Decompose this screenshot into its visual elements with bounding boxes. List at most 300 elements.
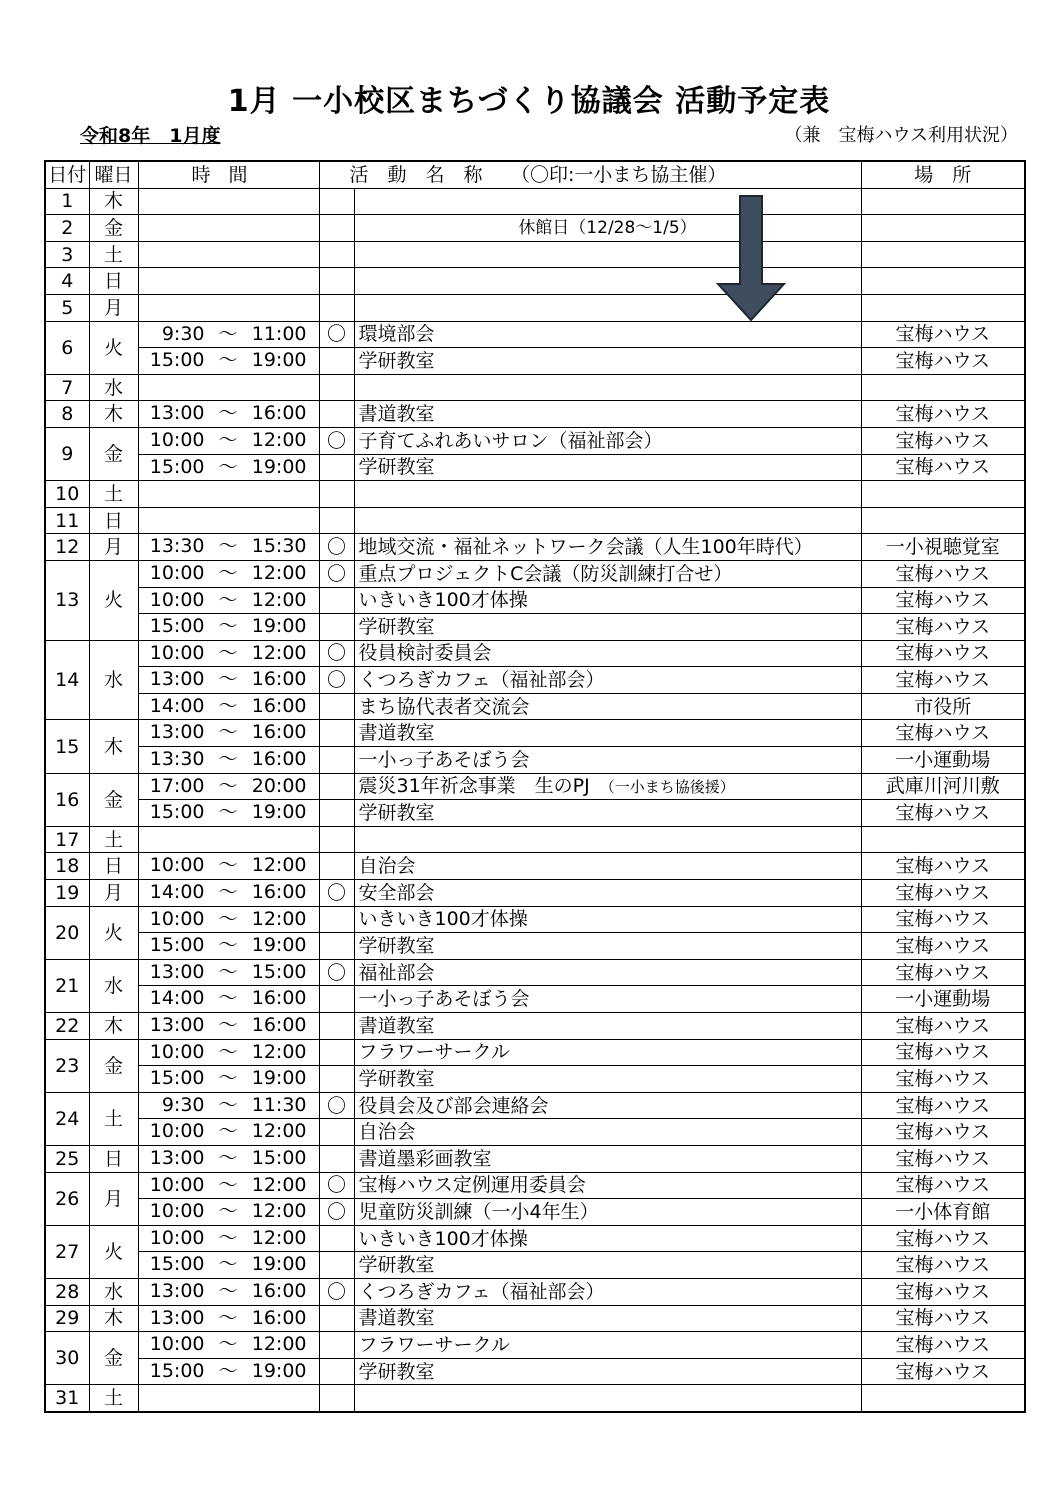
time-end: 16:00 bbox=[251, 694, 307, 717]
day-cell: 3 bbox=[45, 241, 89, 268]
time-separator: ～ bbox=[218, 774, 238, 797]
time-cell bbox=[138, 215, 319, 242]
table-row bbox=[45, 374, 1025, 401]
table-row bbox=[45, 188, 1025, 215]
time-start: 9:30 bbox=[161, 322, 205, 345]
activity-name bbox=[354, 773, 861, 800]
header-day: 日付 bbox=[45, 161, 89, 188]
activity-name-text: 書道教室 bbox=[358, 1307, 435, 1330]
organizer-mark: 〇 bbox=[319, 1092, 354, 1119]
place-cell: 宝梅ハウス bbox=[861, 1092, 1025, 1119]
time-end: 20:00 bbox=[251, 774, 307, 797]
time-end: 12:00 bbox=[251, 907, 307, 930]
table-row bbox=[45, 959, 1025, 986]
header-time: 時間 bbox=[138, 161, 319, 188]
time-start: 15:00 bbox=[149, 801, 205, 824]
organizer-mark bbox=[319, 1013, 354, 1040]
time-cell bbox=[138, 188, 319, 215]
table-row bbox=[45, 1039, 1025, 1066]
table-row bbox=[45, 294, 1025, 321]
page-title: 1月 一小校区まちづくり協議会 活動予定表 bbox=[227, 84, 831, 119]
time-end: 16:00 bbox=[251, 1279, 307, 1302]
time-separator: ～ bbox=[218, 322, 238, 345]
time-cell bbox=[138, 241, 319, 268]
organizer-mark: 〇 bbox=[319, 1278, 354, 1305]
time-separator: ～ bbox=[218, 1173, 238, 1196]
weekday-cell: 月 bbox=[89, 1172, 138, 1225]
place-cell: 宝梅ハウス bbox=[861, 853, 1025, 880]
time-end: 12:00 bbox=[251, 1120, 307, 1143]
header-place: 場 所 bbox=[861, 161, 1025, 188]
day-cell: 9 bbox=[45, 427, 89, 480]
organizer-mark bbox=[319, 268, 354, 295]
time-cell bbox=[138, 374, 319, 401]
time-cell bbox=[138, 454, 319, 481]
time-end: 16:00 bbox=[251, 987, 307, 1010]
table-row bbox=[45, 1305, 1025, 1332]
table-row bbox=[45, 1066, 1025, 1093]
time-cell bbox=[138, 1199, 319, 1226]
time-separator: ～ bbox=[218, 1093, 238, 1116]
table-row bbox=[45, 454, 1025, 481]
weekday-cell: 土 bbox=[89, 241, 138, 268]
time-end: 12:00 bbox=[251, 1173, 307, 1196]
day-cell: 17 bbox=[45, 826, 89, 853]
organizer-mark bbox=[319, 773, 354, 800]
weekday-cell: 火 bbox=[89, 906, 138, 959]
day-cell: 28 bbox=[45, 1278, 89, 1305]
activity-name-text: 自治会 bbox=[358, 855, 416, 878]
day-cell: 19 bbox=[45, 880, 89, 907]
day-cell: 26 bbox=[45, 1172, 89, 1225]
time-end: 19:00 bbox=[251, 615, 307, 638]
activity-name bbox=[354, 454, 861, 481]
weekday-cell: 木 bbox=[89, 188, 138, 215]
time-end: 19:00 bbox=[251, 349, 307, 372]
time-separator: ～ bbox=[218, 561, 238, 584]
place-cell: 宝梅ハウス bbox=[861, 1066, 1025, 1093]
table-row bbox=[45, 747, 1025, 774]
organizer-mark bbox=[319, 933, 354, 960]
organizer-mark: 〇 bbox=[319, 1199, 354, 1226]
time-end: 12:00 bbox=[251, 588, 307, 611]
day-cell: 4 bbox=[45, 268, 89, 295]
time-start: 15:00 bbox=[149, 615, 205, 638]
time-separator: ～ bbox=[218, 1200, 238, 1223]
activity-name bbox=[354, 826, 861, 853]
place-cell: 宝梅ハウス bbox=[861, 1013, 1025, 1040]
table-row bbox=[45, 667, 1025, 694]
time-separator: ～ bbox=[218, 1014, 238, 1036]
time-cell bbox=[138, 481, 319, 508]
time-end: 12:00 bbox=[251, 641, 307, 664]
day-cell: 20 bbox=[45, 906, 89, 959]
arrow-down-icon bbox=[716, 194, 786, 322]
time-cell bbox=[138, 906, 319, 933]
activity-name-text: 福祉部会 bbox=[358, 961, 435, 984]
time-separator: ～ bbox=[218, 535, 238, 558]
place-cell: 宝梅ハウス bbox=[861, 1145, 1025, 1172]
activity-name-text: フラワーサークル bbox=[358, 1333, 510, 1356]
time-end: 16:00 bbox=[251, 1014, 307, 1036]
time-separator: ～ bbox=[218, 402, 238, 425]
place-cell: 宝梅ハウス bbox=[861, 1039, 1025, 1066]
place-cell: 一小運動場 bbox=[861, 986, 1025, 1013]
table-row bbox=[45, 693, 1025, 720]
activity-name-text: くつろぎカフェ（福祉部会） bbox=[358, 1280, 605, 1303]
weekday-cell: 水 bbox=[89, 374, 138, 401]
place-cell: 一小体育館 bbox=[861, 1199, 1025, 1226]
place-cell bbox=[861, 374, 1025, 401]
time-separator: ～ bbox=[218, 1359, 238, 1382]
time-cell bbox=[138, 720, 319, 747]
time-end: 12:00 bbox=[251, 1040, 307, 1063]
activity-name bbox=[354, 614, 861, 641]
time-start: 15:00 bbox=[149, 934, 205, 957]
time-cell bbox=[138, 587, 319, 614]
header-weekday: 曜日 bbox=[89, 161, 138, 188]
place-cell: 宝梅ハウス bbox=[861, 1332, 1025, 1359]
time-cell bbox=[138, 1385, 319, 1412]
place-cell bbox=[861, 507, 1025, 534]
table-row bbox=[45, 906, 1025, 933]
time-start: 10:00 bbox=[149, 561, 205, 584]
organizer-mark bbox=[319, 826, 354, 853]
organizer-mark: 〇 bbox=[319, 321, 354, 348]
activity-name bbox=[354, 1332, 861, 1359]
time-separator: ～ bbox=[218, 854, 238, 877]
day-cell: 8 bbox=[45, 401, 89, 428]
organizer-mark bbox=[319, 481, 354, 508]
header-activity: 活 動 名 称 （〇印:一小まち協主催） bbox=[319, 161, 861, 188]
time-end: 16:00 bbox=[251, 748, 307, 771]
time-end: 12:00 bbox=[251, 854, 307, 877]
time-cell bbox=[138, 667, 319, 694]
time-end: 11:00 bbox=[251, 322, 307, 345]
table-row bbox=[45, 534, 1025, 561]
time-end: 15:00 bbox=[251, 960, 307, 983]
table-header-row bbox=[45, 161, 1025, 188]
table-row bbox=[45, 1013, 1025, 1040]
time-end: 19:00 bbox=[251, 1253, 307, 1276]
weekday-cell: 土 bbox=[89, 826, 138, 853]
time-start: 13:00 bbox=[149, 721, 205, 744]
table-row bbox=[45, 215, 1025, 242]
time-start: 14:00 bbox=[149, 987, 205, 1010]
time-separator: ～ bbox=[218, 588, 238, 611]
table-row bbox=[45, 1199, 1025, 1226]
activity-name bbox=[354, 401, 861, 428]
day-cell: 31 bbox=[45, 1385, 89, 1412]
time-start: 10:00 bbox=[149, 1226, 205, 1249]
organizer-mark bbox=[319, 348, 354, 375]
day-cell: 22 bbox=[45, 1013, 89, 1040]
activity-name-text: 児童防災訓練（一小4年生） bbox=[358, 1200, 599, 1223]
organizer-mark: 〇 bbox=[319, 560, 354, 587]
time-cell bbox=[138, 534, 319, 561]
activity-name bbox=[354, 1172, 861, 1199]
closure-note: 休館日（12/28～1/5） bbox=[518, 217, 697, 238]
time-end: 19:00 bbox=[251, 455, 307, 478]
day-cell: 5 bbox=[45, 294, 89, 321]
place-cell: 市役所 bbox=[861, 693, 1025, 720]
table-row bbox=[45, 1252, 1025, 1279]
table-row bbox=[45, 853, 1025, 880]
activity-name-note: （一小まち協後援） bbox=[599, 777, 735, 796]
weekday-cell: 木 bbox=[89, 401, 138, 428]
place-cell: 宝梅ハウス bbox=[861, 1119, 1025, 1146]
activity-name bbox=[354, 853, 861, 880]
organizer-mark bbox=[319, 507, 354, 534]
time-cell bbox=[138, 693, 319, 720]
activity-name bbox=[354, 747, 861, 774]
activity-name bbox=[354, 348, 861, 375]
organizer-mark: 〇 bbox=[319, 667, 354, 694]
time-separator: ～ bbox=[218, 615, 238, 638]
organizer-mark bbox=[319, 1332, 354, 1359]
time-separator: ～ bbox=[218, 668, 238, 691]
organizer-mark bbox=[319, 241, 354, 268]
activity-name-text: くつろぎカフェ（福祉部会） bbox=[358, 669, 605, 692]
time-separator: ～ bbox=[218, 428, 238, 451]
activity-name bbox=[354, 1013, 861, 1040]
activity-name-text: 学研教室 bbox=[358, 456, 435, 479]
activity-name-text: まち協代表者交流会 bbox=[358, 695, 530, 718]
activity-name-text: 自治会 bbox=[358, 1121, 416, 1144]
activity-name-text: フラワーサークル bbox=[358, 1041, 510, 1064]
time-start: 13:00 bbox=[149, 402, 205, 425]
organizer-mark bbox=[319, 800, 354, 827]
activity-name bbox=[354, 481, 861, 508]
time-separator: ～ bbox=[218, 1306, 238, 1329]
organizer-mark bbox=[319, 294, 354, 321]
place-cell: 宝梅ハウス bbox=[861, 560, 1025, 587]
organizer-mark bbox=[319, 1039, 354, 1066]
activity-name bbox=[354, 587, 861, 614]
place-cell bbox=[861, 241, 1025, 268]
table-row bbox=[45, 1145, 1025, 1172]
place-cell: 宝梅ハウス bbox=[861, 1358, 1025, 1385]
weekday-cell: 火 bbox=[89, 321, 138, 374]
time-cell bbox=[138, 880, 319, 907]
time-separator: ～ bbox=[218, 934, 238, 957]
time-end: 16:00 bbox=[251, 1306, 307, 1329]
time-cell bbox=[138, 1305, 319, 1332]
activity-name bbox=[354, 1145, 861, 1172]
time-separator: ～ bbox=[218, 1253, 238, 1276]
table-row bbox=[45, 1278, 1025, 1305]
table-row bbox=[45, 1385, 1025, 1412]
day-cell: 27 bbox=[45, 1225, 89, 1278]
weekday-cell: 水 bbox=[89, 1278, 138, 1305]
weekday-cell: 金 bbox=[89, 1332, 138, 1385]
time-cell bbox=[138, 1039, 319, 1066]
weekday-cell: 木 bbox=[89, 1305, 138, 1332]
day-cell: 6 bbox=[45, 321, 89, 374]
place-cell bbox=[861, 294, 1025, 321]
weekday-cell: 火 bbox=[89, 1225, 138, 1278]
time-cell bbox=[138, 1145, 319, 1172]
organizer-mark bbox=[319, 1066, 354, 1093]
day-cell: 10 bbox=[45, 481, 89, 508]
activity-name bbox=[354, 640, 861, 667]
activity-name bbox=[354, 321, 861, 348]
weekday-cell: 月 bbox=[89, 534, 138, 561]
time-separator: ～ bbox=[218, 455, 238, 478]
day-cell: 13 bbox=[45, 560, 89, 640]
place-cell bbox=[861, 268, 1025, 295]
time-end: 16:00 bbox=[251, 402, 307, 425]
activity-name bbox=[354, 1385, 861, 1412]
organizer-mark bbox=[319, 1145, 354, 1172]
time-start: 10:00 bbox=[149, 1200, 205, 1223]
time-start: 10:00 bbox=[149, 1120, 205, 1143]
time-cell bbox=[138, 427, 319, 454]
organizer-mark bbox=[319, 401, 354, 428]
organizer-mark: 〇 bbox=[319, 1172, 354, 1199]
time-cell bbox=[138, 826, 319, 853]
time-start: 10:00 bbox=[149, 588, 205, 611]
time-separator: ～ bbox=[218, 1333, 238, 1356]
time-start: 13:00 bbox=[149, 668, 205, 691]
organizer-mark bbox=[319, 1252, 354, 1279]
weekday-cell: 金 bbox=[89, 427, 138, 480]
place-cell: 宝梅ハウス bbox=[861, 1225, 1025, 1252]
table-row bbox=[45, 614, 1025, 641]
time-cell bbox=[138, 294, 319, 321]
time-separator: ～ bbox=[218, 801, 238, 824]
time-separator: ～ bbox=[218, 721, 238, 744]
activity-name bbox=[354, 1066, 861, 1093]
time-cell bbox=[138, 1092, 319, 1119]
weekday-cell: 土 bbox=[89, 481, 138, 508]
activity-name bbox=[354, 1358, 861, 1385]
weekday-cell: 日 bbox=[89, 507, 138, 534]
table-row bbox=[45, 401, 1025, 428]
weekday-cell: 火 bbox=[89, 560, 138, 640]
place-cell: 宝梅ハウス bbox=[861, 1172, 1025, 1199]
weekday-cell: 日 bbox=[89, 1145, 138, 1172]
time-end: 19:00 bbox=[251, 934, 307, 957]
weekday-cell: 金 bbox=[89, 1039, 138, 1092]
time-cell bbox=[138, 1332, 319, 1359]
activity-name-text: 学研教室 bbox=[358, 802, 435, 825]
weekday-cell: 土 bbox=[89, 1385, 138, 1412]
time-start: 13:00 bbox=[149, 1306, 205, 1329]
time-cell bbox=[138, 1278, 319, 1305]
activity-name-text: 書道教室 bbox=[358, 722, 435, 745]
place-cell: 宝梅ハウス bbox=[861, 348, 1025, 375]
time-separator: ～ bbox=[218, 960, 238, 983]
organizer-mark: 〇 bbox=[319, 880, 354, 907]
activity-name bbox=[354, 1039, 861, 1066]
activity-name-text: 学研教室 bbox=[358, 615, 435, 638]
activity-name-text: 一小っ子あそぼう会 bbox=[358, 988, 530, 1011]
activity-name-text: 地域交流・福祉ネットワーク会議（人生100年時代） bbox=[358, 536, 813, 559]
place-cell: 宝梅ハウス bbox=[861, 587, 1025, 614]
place-cell: 宝梅ハウス bbox=[861, 1305, 1025, 1332]
day-cell: 11 bbox=[45, 507, 89, 534]
time-cell bbox=[138, 1225, 319, 1252]
time-cell bbox=[138, 1252, 319, 1279]
activity-name-text: 環境部会 bbox=[358, 323, 435, 346]
weekday-cell: 金 bbox=[89, 773, 138, 826]
time-start: 17:00 bbox=[149, 774, 205, 797]
table-row bbox=[45, 321, 1025, 348]
activity-name bbox=[354, 667, 861, 694]
time-start: 10:00 bbox=[149, 907, 205, 930]
table-row bbox=[45, 933, 1025, 960]
activity-name-text: いきいき100才体操 bbox=[358, 1227, 528, 1250]
table-row bbox=[45, 507, 1025, 534]
activity-name-text: 学研教室 bbox=[358, 349, 435, 372]
place-cell: 宝梅ハウス bbox=[861, 427, 1025, 454]
place-cell: 一小運動場 bbox=[861, 747, 1025, 774]
organizer-mark bbox=[319, 1305, 354, 1332]
activity-name-text: 学研教室 bbox=[358, 1254, 435, 1277]
place-cell: 宝梅ハウス bbox=[861, 667, 1025, 694]
day-cell: 15 bbox=[45, 720, 89, 773]
time-end: 16:00 bbox=[251, 881, 307, 904]
organizer-mark bbox=[319, 853, 354, 880]
place-cell bbox=[861, 188, 1025, 215]
time-cell bbox=[138, 773, 319, 800]
activity-name bbox=[354, 986, 861, 1013]
activity-name bbox=[354, 560, 861, 587]
weekday-cell: 土 bbox=[89, 1092, 138, 1145]
time-start: 10:00 bbox=[149, 854, 205, 877]
activity-name bbox=[354, 1199, 861, 1226]
time-start: 14:00 bbox=[149, 694, 205, 717]
activity-name-text: 学研教室 bbox=[358, 1067, 435, 1090]
place-cell: 宝梅ハウス bbox=[861, 800, 1025, 827]
time-start: 10:00 bbox=[149, 1333, 205, 1356]
activity-name-text: 役員検討委員会 bbox=[358, 642, 492, 665]
table-row bbox=[45, 1358, 1025, 1385]
organizer-mark bbox=[319, 374, 354, 401]
time-cell bbox=[138, 560, 319, 587]
time-separator: ～ bbox=[218, 987, 238, 1010]
schedule-table bbox=[44, 160, 1026, 1413]
table-row bbox=[45, 1119, 1025, 1146]
activity-name bbox=[354, 1225, 861, 1252]
organizer-mark bbox=[319, 454, 354, 481]
activity-name-text: 学研教室 bbox=[358, 935, 435, 958]
time-start: 13:00 bbox=[149, 960, 205, 983]
table-row bbox=[45, 1332, 1025, 1359]
place-cell bbox=[861, 826, 1025, 853]
time-end: 19:00 bbox=[251, 1359, 307, 1382]
table-row bbox=[45, 773, 1025, 800]
organizer-mark bbox=[319, 587, 354, 614]
time-cell bbox=[138, 1013, 319, 1040]
place-cell: 宝梅ハウス bbox=[861, 614, 1025, 641]
time-cell bbox=[138, 1066, 319, 1093]
table-row bbox=[45, 427, 1025, 454]
usage-note: （兼 宝梅ハウス利用状況） bbox=[784, 125, 1018, 146]
time-start: 14:00 bbox=[149, 881, 205, 904]
organizer-mark: 〇 bbox=[319, 959, 354, 986]
time-cell bbox=[138, 747, 319, 774]
organizer-mark bbox=[319, 906, 354, 933]
place-cell bbox=[861, 215, 1025, 242]
activity-name bbox=[354, 1252, 861, 1279]
time-end: 12:00 bbox=[251, 561, 307, 584]
time-cell bbox=[138, 321, 319, 348]
time-start: 15:00 bbox=[149, 1359, 205, 1382]
time-cell bbox=[138, 640, 319, 667]
place-cell: 宝梅ハウス bbox=[861, 454, 1025, 481]
